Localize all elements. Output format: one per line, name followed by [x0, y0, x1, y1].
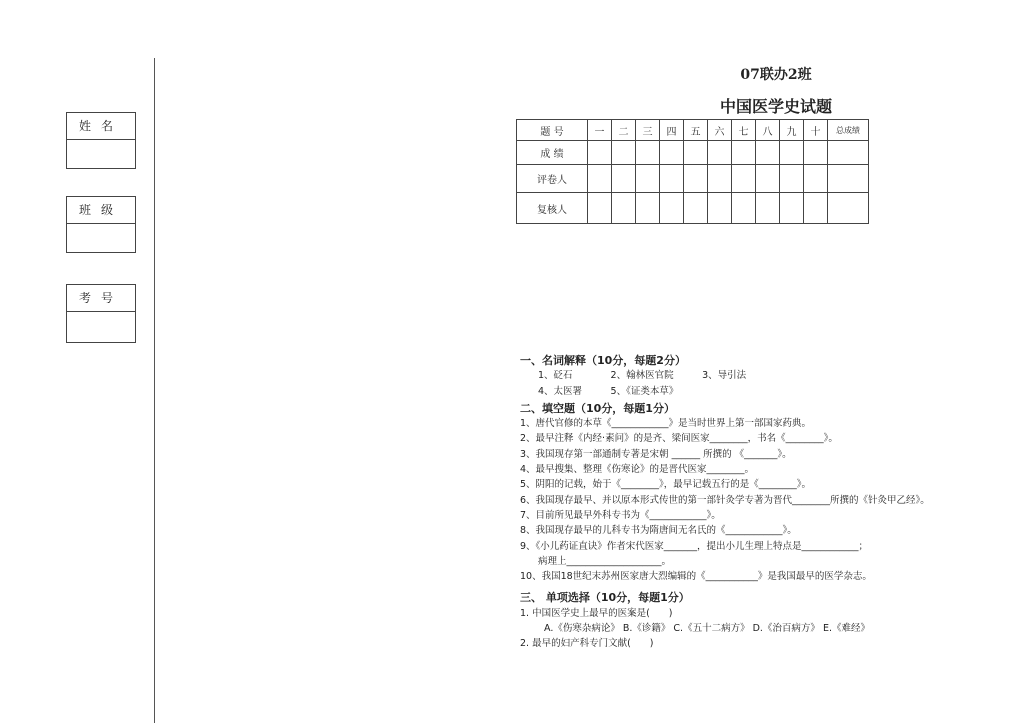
score-cell[interactable]	[804, 141, 828, 165]
score-cell[interactable]	[636, 193, 660, 224]
score-cell[interactable]	[612, 193, 636, 224]
answer-options: A.《伤寒杂病论》 B.《诊籍》 C.《五十二病方》 D.《治百病方》 E.《难经》	[544, 623, 870, 635]
score-cell[interactable]	[756, 141, 780, 165]
score-cell[interactable]	[828, 141, 869, 165]
score-cell[interactable]	[780, 165, 804, 193]
question-line: 7、目前所见最早外科专书为《____________》。	[520, 509, 721, 521]
class-field[interactable]	[67, 224, 135, 252]
exam-number-field-box	[66, 284, 136, 343]
score-cell[interactable]	[756, 193, 780, 224]
score-cell[interactable]	[684, 141, 708, 165]
table-row	[517, 165, 869, 193]
question-line: 8、我国现存最早的儿科专书为隋唐间无名氏的《____________》。	[520, 525, 797, 537]
score-cell[interactable]	[588, 141, 612, 165]
score-cell[interactable]	[660, 193, 684, 224]
score-cell[interactable]	[732, 165, 756, 193]
class-title: 07联办2班	[740, 67, 812, 83]
questions	[520, 351, 960, 652]
table-row	[517, 193, 869, 224]
score-cell[interactable]	[708, 193, 732, 224]
class-field-box	[66, 196, 136, 253]
header-cell: 三	[636, 120, 660, 141]
score-cell[interactable]	[804, 165, 828, 193]
question-line: 病理上____________________。	[538, 555, 672, 567]
question-line: 4、最早搜集、整理《伤寒论》的是晋代医家________。	[520, 464, 755, 476]
row-label: 评卷人	[517, 165, 588, 193]
class-label: 班级	[67, 197, 135, 224]
score-cell[interactable]	[732, 141, 756, 165]
name-field[interactable]	[67, 140, 135, 168]
section-title: 三、 单项选择（10分，每题1分）	[520, 591, 690, 605]
score-cell[interactable]	[684, 165, 708, 193]
score-cell[interactable]	[612, 141, 636, 165]
question-line: 1、唐代官修的本草《____________》是当时世界上第一部国家药典。	[520, 418, 812, 430]
row-label: 复核人	[517, 193, 588, 224]
score-cell[interactable]	[780, 141, 804, 165]
question-line: 9、《小儿药证直诀》作者宋代医家_______，提出小儿生理上特点是____________；	[520, 540, 869, 552]
header-cell: 十	[804, 120, 828, 141]
header-cell: 七	[732, 120, 756, 141]
question-line: 2、最早注释《内经·素问》的是齐、梁间医家________，书名《________》。	[520, 433, 838, 445]
score-cell[interactable]	[780, 193, 804, 224]
question-line: 1. 中国医学史上最早的医案是( )	[520, 607, 673, 619]
score-cell[interactable]	[732, 193, 756, 224]
question-line: 10、我国18世纪末苏州医家唐大烈编辑的《___________》是我国最早的医学杂志。	[520, 571, 872, 583]
score-cell[interactable]	[588, 165, 612, 193]
section-title: 一、名词解释（10分，每题2分）	[520, 354, 686, 367]
question-line: 1、砭石 2、翰林医官院 3、导引法	[538, 370, 747, 382]
header-cell: 八	[756, 120, 780, 141]
row-label: 成 绩	[517, 141, 588, 165]
exam-title: 中国医学史试题	[719, 97, 832, 116]
header-cell: 总成绩	[828, 120, 869, 141]
score-cell[interactable]	[636, 141, 660, 165]
name-label: 姓名	[67, 113, 135, 140]
table-row	[517, 141, 869, 165]
score-cell[interactable]	[636, 165, 660, 193]
header-cell: 五	[684, 120, 708, 141]
score-cell[interactable]	[660, 141, 684, 165]
question-line: 3、我国现存第一部通制专著是宋朝 ______ 所撰的 《_______》。	[520, 448, 792, 460]
question-line: 5、阴阳的记载，始于《________》，最早记载五行的是《________》。	[520, 479, 812, 491]
score-cell[interactable]	[828, 193, 869, 224]
header-cell: 四	[660, 120, 684, 141]
question-line: 4、太医署 5、《证类本草》	[538, 385, 679, 397]
question-line: 6、我国现存最早、并以原本形式传世的第一部针灸学专著为晋代________所撰的《针灸甲乙经》。	[520, 494, 930, 506]
exam-number-field[interactable]	[67, 312, 135, 342]
exam-number-label: 考号	[67, 285, 135, 312]
score-cell[interactable]	[588, 193, 612, 224]
section-title: 二、填空题（10分，每题1分）	[520, 401, 675, 415]
header-cell: 九	[780, 120, 804, 141]
score-cell[interactable]	[612, 165, 636, 193]
binding-line	[154, 58, 155, 723]
question-line: 2. 最早的妇产科专门文献( )	[520, 638, 654, 650]
score-table-header-row	[517, 120, 869, 141]
score-cell[interactable]	[708, 165, 732, 193]
score-cell[interactable]	[804, 193, 828, 224]
score-table	[516, 119, 869, 224]
name-field-box	[66, 112, 136, 169]
header-cell: 题 号	[517, 120, 588, 141]
score-cell[interactable]	[684, 193, 708, 224]
score-cell[interactable]	[708, 141, 732, 165]
score-cell[interactable]	[756, 165, 780, 193]
score-cell[interactable]	[660, 165, 684, 193]
score-cell[interactable]	[828, 165, 869, 193]
header-cell: 六	[708, 120, 732, 141]
header-cell: 二	[612, 120, 636, 141]
header-cell: 一	[588, 120, 612, 141]
